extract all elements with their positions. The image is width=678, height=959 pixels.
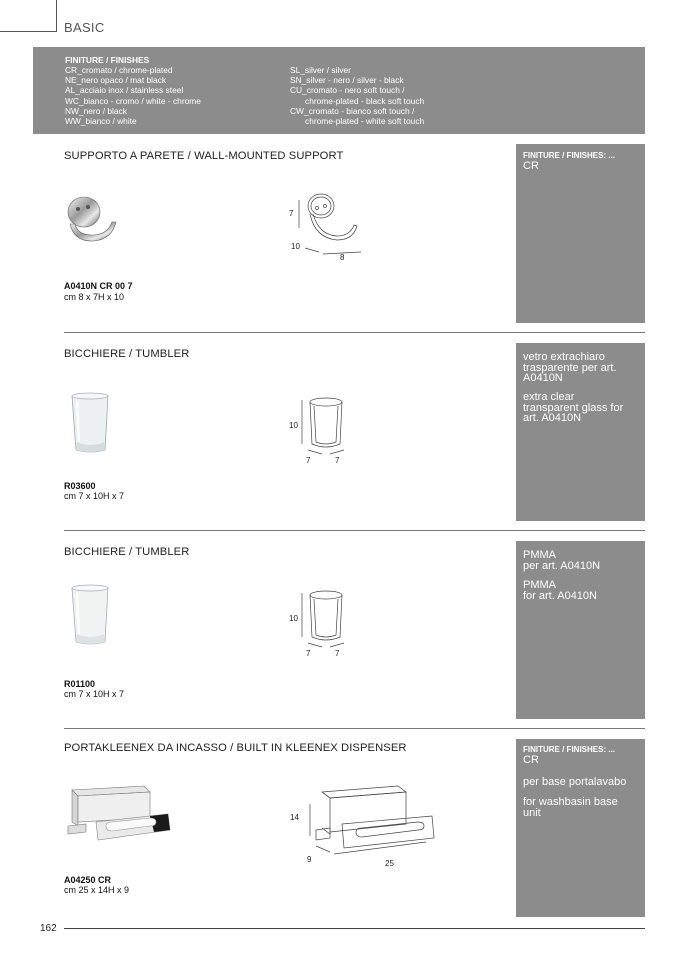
product-code: A04250 CR bbox=[64, 875, 112, 885]
material-line: A0410N bbox=[523, 372, 563, 384]
finish-code: CR bbox=[523, 160, 539, 172]
finish-item: chrome-plated - black soft touch bbox=[305, 95, 425, 106]
finish-item: CR_cromato / chrome-plated bbox=[65, 65, 173, 75]
product-dimensions: cm 7 x 10H x 7 bbox=[64, 491, 125, 501]
divider bbox=[64, 332, 645, 333]
product-code: R03600 bbox=[64, 481, 96, 491]
dim-depth: 7 bbox=[306, 649, 311, 658]
finish-note: unit bbox=[523, 806, 541, 819]
dim-width: 8 bbox=[340, 253, 345, 262]
finish-item: SN_silver - nero / silver - black bbox=[290, 75, 404, 86]
glass-tumbler-drawing bbox=[286, 394, 358, 466]
finishes-col-right bbox=[290, 65, 424, 126]
material-box bbox=[516, 541, 645, 719]
corner-mark-horizontal bbox=[0, 31, 57, 32]
material-line: for art. A0410N bbox=[523, 589, 597, 602]
dim-depth: 7 bbox=[306, 456, 311, 465]
dim-height: 10 bbox=[289, 421, 298, 430]
finish-item: NW_nero / black bbox=[65, 105, 127, 116]
finish-item: chrome-plated - white soft touch bbox=[305, 116, 425, 127]
glass-tumbler-photo bbox=[68, 392, 114, 454]
dim-depth: 10 bbox=[291, 242, 300, 251]
finish-item: WW_bianco / white bbox=[65, 116, 137, 127]
material-line: PMMA bbox=[523, 549, 556, 561]
product-title: BICCHIERE / TUMBLER bbox=[64, 348, 190, 360]
finish-item: AL_acciaio inox / stainless steel bbox=[65, 85, 184, 96]
material-box bbox=[516, 343, 645, 521]
product-dimensions: cm 25 x 14H x 9 bbox=[64, 885, 130, 895]
product-dimensions: cm 7 x 10H x 7 bbox=[64, 689, 125, 699]
dim-width: 25 bbox=[385, 859, 394, 868]
product-dimensions: cm 8 x 7H x 10 bbox=[64, 292, 125, 302]
dim-depth: 9 bbox=[307, 855, 312, 864]
dim-width: 7 bbox=[335, 649, 340, 658]
material-line: transparent glass for bbox=[523, 401, 624, 414]
product-title: SUPPORTO A PARETE / WALL-MOUNTED SUPPORT bbox=[64, 150, 344, 162]
material-line: extra clear bbox=[523, 391, 575, 403]
material-line: vetro extrachiaro bbox=[523, 351, 605, 363]
finish-note: per base portalavabo bbox=[523, 776, 627, 788]
divider bbox=[64, 728, 645, 729]
dim-width: 7 bbox=[335, 456, 340, 465]
dim-height: 7 bbox=[289, 209, 294, 218]
finishes-heading: FINITURE / FINISHES bbox=[65, 55, 150, 65]
finishes-legend bbox=[33, 47, 645, 134]
finish-item: CW_cromato - bianco soft touch / bbox=[290, 105, 415, 116]
finish-item: WC_bianco - cromo / white - chrome bbox=[65, 95, 201, 106]
kleenex-dispenser-photo bbox=[64, 782, 172, 842]
finish-label: FINITURE / FINISHES: ... bbox=[523, 151, 616, 160]
product-title: BICCHIERE / TUMBLER bbox=[64, 546, 190, 558]
finish-item: SL_silver / silver bbox=[290, 65, 351, 75]
finish-box bbox=[516, 144, 645, 323]
finish-code: CR bbox=[523, 754, 539, 766]
section-title: BASIC bbox=[64, 20, 105, 35]
material-line: trasparente per art. bbox=[523, 361, 617, 374]
pmma-tumbler-drawing bbox=[286, 587, 358, 659]
dim-height: 14 bbox=[290, 813, 299, 822]
material-line: art. A0410N bbox=[523, 412, 582, 424]
pmma-tumbler-photo bbox=[68, 584, 114, 646]
finish-item: CU_cromato - nero soft touch / bbox=[290, 85, 405, 96]
product-title: PORTAKLEENEX DA INCASSO / BUILT IN KLEENEX DISPENSER bbox=[64, 742, 407, 754]
corner-mark-vertical bbox=[56, 0, 57, 31]
wall-support-photo bbox=[64, 194, 120, 246]
product-code: R01100 bbox=[64, 679, 96, 689]
finish-note: for washbasin base bbox=[523, 796, 618, 808]
kleenex-dispenser-drawing bbox=[286, 780, 438, 872]
page-number: 162 bbox=[40, 923, 57, 934]
finish-item: NE_nero opaco / mat black bbox=[65, 75, 167, 86]
product-code: A0410N CR 00 7 bbox=[64, 281, 133, 291]
finish-box bbox=[516, 739, 645, 917]
material-line: PMMA bbox=[523, 579, 556, 591]
finish-label: FINITURE / FINISHES: ... bbox=[523, 745, 616, 754]
material-line: per art. A0410N bbox=[523, 559, 601, 572]
footer-rule bbox=[64, 928, 645, 929]
finishes-col-left bbox=[65, 65, 201, 126]
dim-height: 10 bbox=[289, 614, 298, 623]
wall-support-drawing bbox=[285, 188, 365, 264]
divider bbox=[64, 530, 645, 531]
